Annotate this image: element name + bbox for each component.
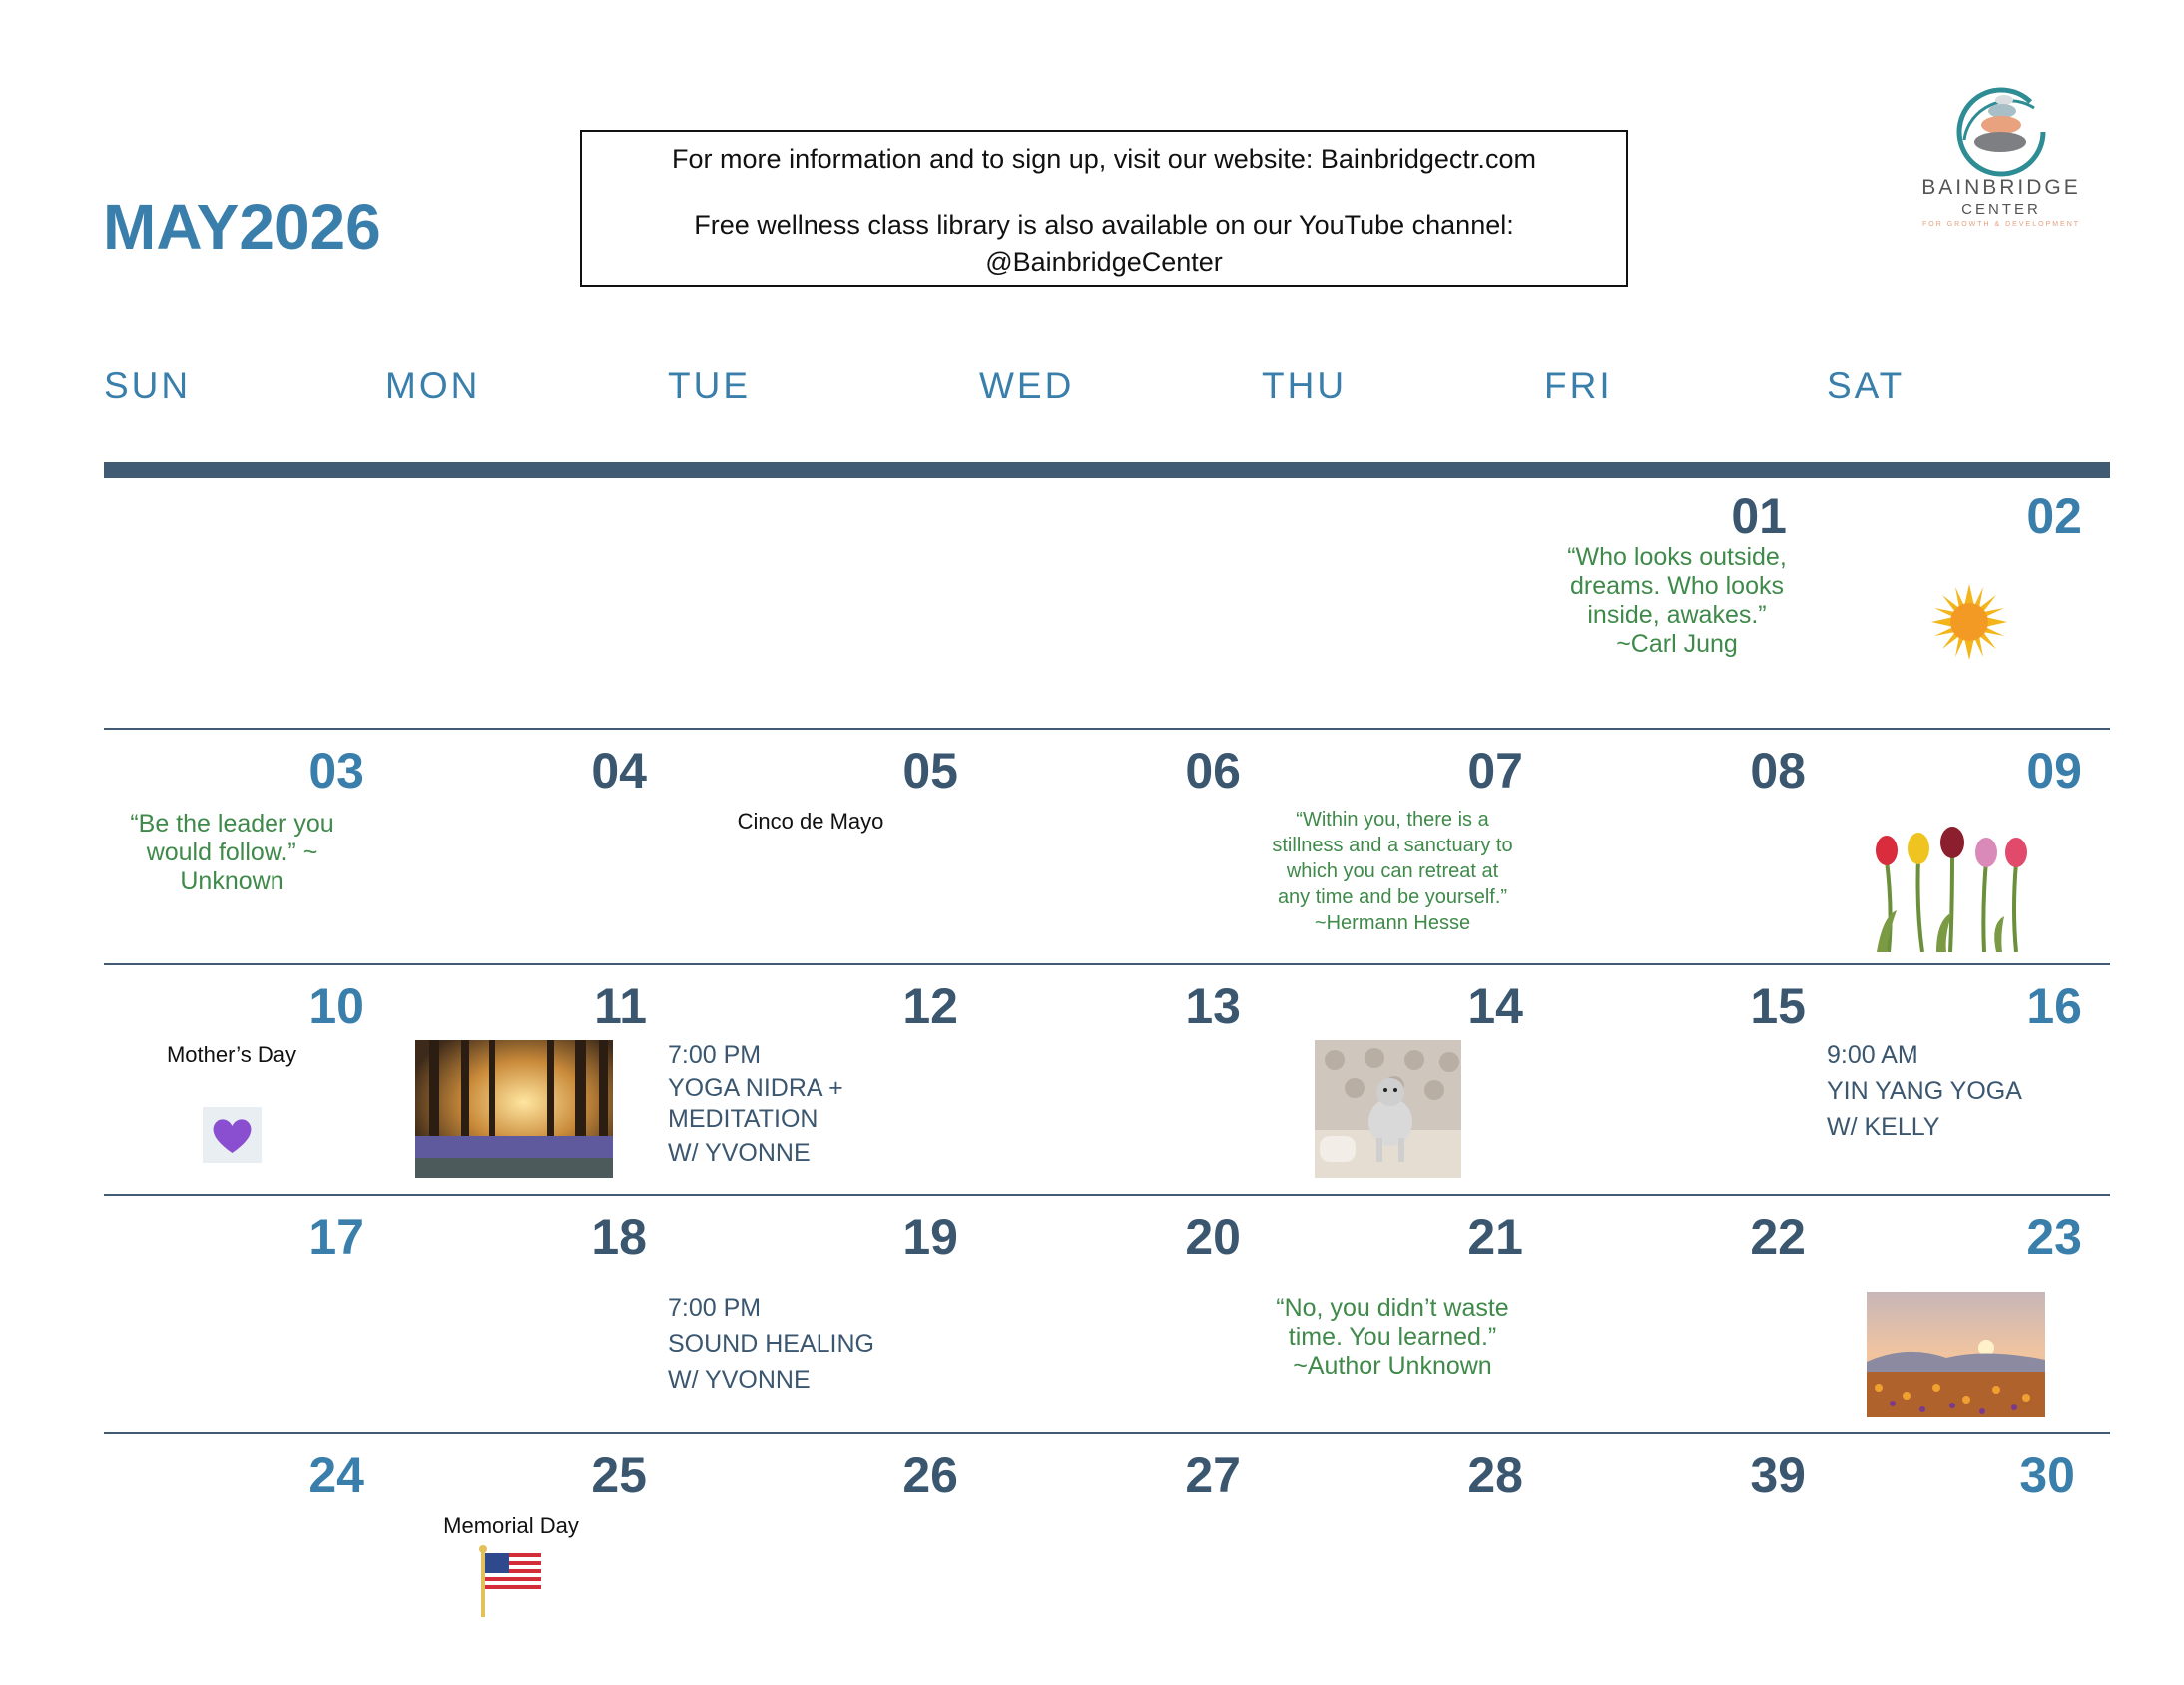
weekday-fri: FRI bbox=[1544, 365, 1613, 406]
forest-bluebells-image bbox=[415, 1040, 613, 1178]
sun-icon bbox=[1931, 584, 2007, 660]
day-number: 11 bbox=[594, 978, 647, 1034]
row-divider bbox=[104, 1194, 2110, 1196]
holiday-cinco-de-mayo: Cinco de Mayo bbox=[737, 809, 884, 834]
event-instructor: W/ KELLY bbox=[1827, 1113, 1940, 1141]
event-title: SOUND HEALING bbox=[668, 1330, 874, 1358]
event-title: YIN YANG YOGA bbox=[1827, 1077, 2022, 1105]
event-instructor: W/ YVONNE bbox=[668, 1366, 811, 1394]
day-number: 21 bbox=[1467, 1209, 1523, 1265]
day-number: 15 bbox=[1750, 978, 1806, 1034]
weekday-thu: THU bbox=[1262, 365, 1348, 406]
purple-heart-icon bbox=[203, 1107, 262, 1163]
day-number: 25 bbox=[591, 1447, 647, 1503]
day-number: 27 bbox=[1185, 1447, 1241, 1503]
sunset-meadow-image bbox=[1867, 1292, 2045, 1417]
day-number: 39 bbox=[1750, 1447, 1806, 1503]
day-number: 14 bbox=[1467, 978, 1523, 1034]
day-number: 22 bbox=[1750, 1209, 1806, 1265]
event-title: MEDITATION bbox=[668, 1105, 819, 1133]
day-number: 28 bbox=[1467, 1447, 1523, 1503]
weekday-sun: SUN bbox=[104, 365, 192, 406]
day-number: 04 bbox=[591, 743, 647, 799]
day-number: 05 bbox=[902, 743, 958, 799]
logo-text bbox=[1916, 176, 2086, 228]
event-sound-healing bbox=[668, 1290, 874, 1398]
day-number: 16 bbox=[2026, 978, 2082, 1034]
logo-name: BAINBRIDGE bbox=[1921, 176, 2081, 199]
day-number: 20 bbox=[1185, 1209, 1241, 1265]
logo-sub: CENTER bbox=[1961, 201, 2041, 218]
us-flag-icon bbox=[479, 1545, 543, 1617]
event-time: 7:00 PM bbox=[668, 1294, 762, 1322]
info-handle-line: @BainbridgeCenter bbox=[985, 247, 1223, 277]
day-number: 03 bbox=[308, 743, 364, 799]
day-number: 18 bbox=[591, 1209, 647, 1265]
day-number: 08 bbox=[1750, 743, 1806, 799]
event-instructor: W/ YVONNE bbox=[668, 1139, 811, 1167]
info-website-line: For more information and to sign up, visit our website: Bainbridgectr.com bbox=[672, 144, 1536, 174]
row-divider bbox=[104, 1432, 2110, 1434]
weekday-mon: MON bbox=[385, 365, 481, 406]
event-time: 7:00 PM bbox=[668, 1041, 762, 1069]
info-youtube-line: Free wellness class library is also available on our YouTube channel: bbox=[694, 210, 1514, 240]
event-title: YOGA NIDRA + bbox=[668, 1074, 843, 1102]
quote-author-unknown: “No, you didn’t waste time. You learned.” ~Author Unknown bbox=[1276, 1294, 1509, 1380]
quote-hermann-hesse: “Within you, there is a stillness and a sanctuary to which you can retreat at any time and be yourself.” ~Hermann Hesse bbox=[1272, 809, 1513, 934]
logo-tagline: FOR GROWTH & DEVELOPMENT bbox=[1921, 221, 2081, 228]
day-number: 17 bbox=[308, 1209, 364, 1265]
event-yoga-nidra bbox=[668, 1037, 843, 1171]
day-number: 02 bbox=[2026, 488, 2082, 544]
quote-carl-jung: “Who looks outside, dreams. Who looks inside, awakes.” ~Carl Jung bbox=[1567, 543, 1787, 658]
weekday-wed: WED bbox=[979, 365, 1075, 406]
day-number: 19 bbox=[902, 1209, 958, 1265]
day-number: 13 bbox=[1185, 978, 1241, 1034]
day-number: 06 bbox=[1185, 743, 1241, 799]
row-divider bbox=[104, 728, 2110, 730]
quote-unknown: “Be the leader you would follow.” ~ Unknown bbox=[130, 810, 334, 895]
holiday-memorial-day: Memorial Day bbox=[443, 1513, 579, 1538]
day-number: 30 bbox=[2019, 1447, 2075, 1503]
day-number: 01 bbox=[1731, 488, 1787, 544]
weekday-tue: TUE bbox=[668, 365, 751, 406]
month-title: MAY2026 bbox=[103, 191, 381, 263]
day-number: 23 bbox=[2026, 1209, 2082, 1265]
row-divider bbox=[104, 963, 2110, 965]
day-number: 26 bbox=[902, 1447, 958, 1503]
day-number: 09 bbox=[2026, 743, 2082, 799]
day-number: 24 bbox=[308, 1447, 364, 1503]
holiday-mothers-day: Mother’s Day bbox=[166, 1042, 296, 1067]
event-time: 9:00 AM bbox=[1827, 1041, 1918, 1069]
weekday-sat: SAT bbox=[1827, 365, 1906, 406]
day-number: 07 bbox=[1467, 743, 1523, 799]
day-number: 10 bbox=[308, 978, 364, 1034]
header-divider-bar bbox=[104, 462, 2110, 478]
tulips-illustration bbox=[1867, 821, 2036, 952]
dog-photo-image bbox=[1315, 1040, 1461, 1178]
day-number: 12 bbox=[902, 978, 958, 1034]
info-box bbox=[580, 130, 1628, 287]
event-yin-yang-yoga bbox=[1827, 1037, 2022, 1145]
